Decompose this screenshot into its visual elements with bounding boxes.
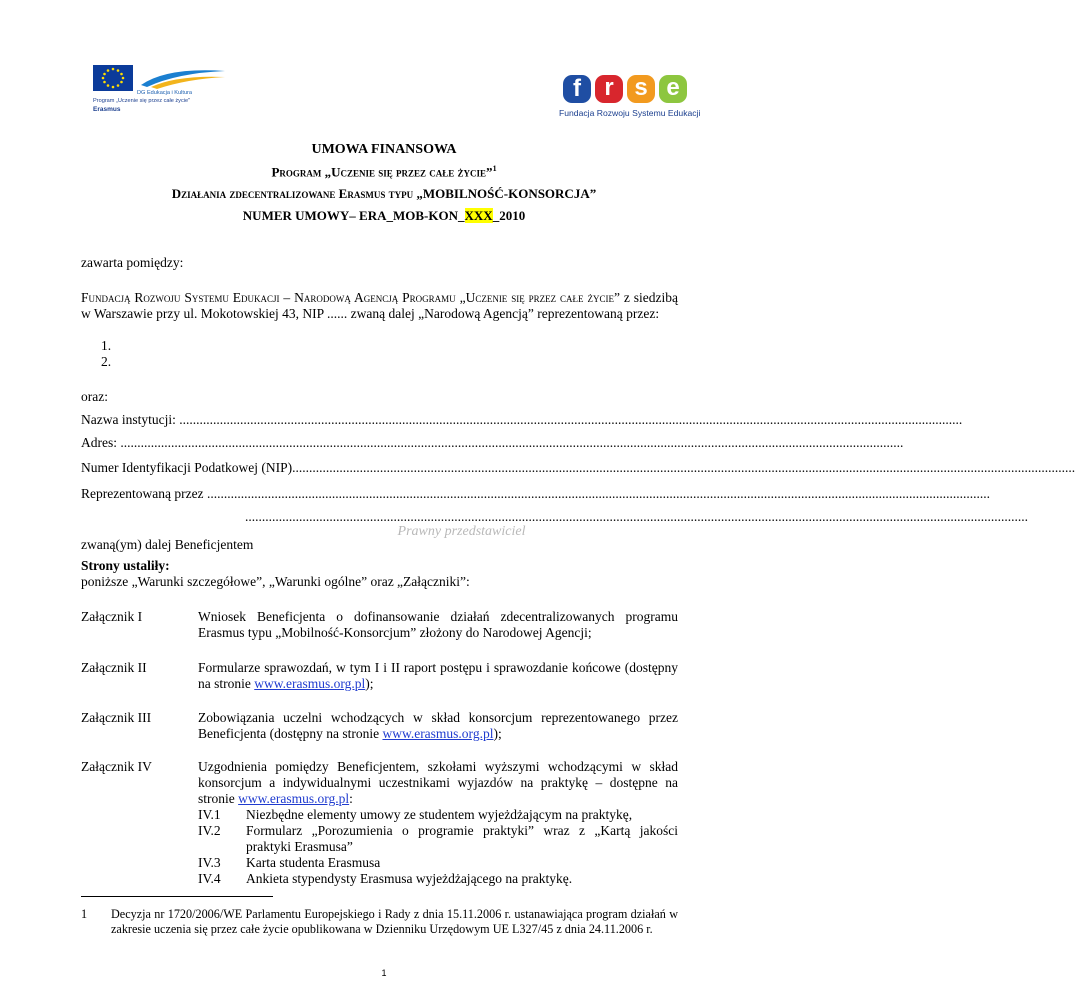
eu-logo-line1: DG Edukacja i Kultura xyxy=(137,90,193,96)
nip-field[interactable]: Numer Identyfikacji Podatkowej (NIP)........................................................................................................................................................................................................................................ xyxy=(81,460,1075,475)
annex-4-label: Załącznik IV xyxy=(81,759,152,774)
footnote xyxy=(81,907,678,937)
frse-letter-f: f xyxy=(563,75,591,103)
institution-name-label: Nazwa instytucji: xyxy=(81,412,180,427)
frse-letter-s: s xyxy=(627,75,655,103)
footnote-number: 1 xyxy=(81,907,88,921)
frse-letter-r: r xyxy=(595,75,623,103)
subitem-iv-3: IV.3 Karta studenta Erasmusa xyxy=(198,855,381,870)
party-1-name: Fundacją Rozwoju Systemu Edukacji – Narodową Agencją Programu „Uczenie się przez całe życie xyxy=(81,290,614,305)
frse-caption: Fundacja Rozwoju Systemu Edukacji xyxy=(559,108,701,118)
legal-representative-hint: Prawny przedstawiciel xyxy=(397,524,526,539)
nip-label: Numer Identyfikacji Podatkowej (NIP) xyxy=(81,460,293,475)
eu-flag-icon xyxy=(93,65,133,91)
represented-by-field[interactable]: Reprezentowaną przez ........................................................................................................................................................................................................................................ xyxy=(81,486,990,501)
eu-erasmus-logo xyxy=(93,65,228,120)
parties-agreed-heading: Strony ustaliły: xyxy=(81,558,170,573)
erasmus-link[interactable]: www.erasmus.org.pl xyxy=(382,726,494,741)
agreement-number-suffix: _2010 xyxy=(492,208,526,223)
annex-3-label: Załącznik III xyxy=(81,710,152,725)
annex-1-label: Załącznik I xyxy=(81,609,143,624)
represented-by-label: Reprezentowaną przez xyxy=(81,486,207,501)
address-field[interactable]: Adres: ........................................................................................................................................................................................................................................ xyxy=(81,435,904,450)
and-label: oraz: xyxy=(81,389,108,404)
llp-swoosh-icon xyxy=(137,65,227,91)
concluded-between: zawarta pomiędzy: xyxy=(81,255,184,270)
program-name: Program „Uczenie się przez całe życie” xyxy=(271,164,493,180)
footnote-ref: 1 xyxy=(492,164,497,173)
party-1-paragraph xyxy=(81,290,678,322)
annex-2-text: Formularze sprawozdań, w tym I i II raport postępu i sprawozdanie końcowe (dostępny na stronie www.erasmus.org.pl); xyxy=(198,660,678,691)
document-title: UMOWA FINANSOWA xyxy=(311,142,457,157)
program-line xyxy=(0,164,768,180)
annex-3-text: Zobowiązania uczelni wchodzących w skład konsorcjum reprezentowanego przez Beneficjenta (dostępny na stronie www.erasmus.org.pl); xyxy=(198,710,678,741)
annex-2-label: Załącznik II xyxy=(81,660,147,675)
actions-line xyxy=(0,186,768,202)
frse-letter-e: e xyxy=(659,75,687,103)
beneficiary-label: zwaną(ym) dalej Beneficjentem xyxy=(81,537,254,552)
subitem-iv-4: IV.4 Ankieta stypendysty Erasmusa wyjeżdżającego na praktykę. xyxy=(198,871,573,886)
eu-logo-line2: Program „Uczenie się przez całe życie" xyxy=(93,98,191,104)
footnote-separator xyxy=(81,896,273,897)
party-1-details: ” z siedzibą w Warszawie przy ul. Mokotowskiej 43, NIP ...... zwaną dalej „Narodową Agencją” reprezentowaną przez: xyxy=(81,290,678,321)
agreement-number-placeholder: XXX xyxy=(464,208,493,223)
actions-prefix: Działania zdecentralizowane Erasmus typu xyxy=(171,186,417,201)
parties-agreed-text: poniższe „Warunki szczegółowe”, „Warunki ogólne” oraz „Załączniki”: xyxy=(81,574,470,589)
erasmus-link[interactable]: www.erasmus.org.pl xyxy=(254,676,366,691)
annex-4-text: Uzgodnienia pomiędzy Beneficjentem, szkołami wyższymi wchodzącymi w skład konsorcjum a indywidualnymi uczestnikami wyjazdów na praktykę – dostępne na stronie www.erasmus.org.pl: xyxy=(198,759,678,806)
erasmus-link[interactable]: www.erasmus.org.pl xyxy=(238,791,350,806)
frse-logo xyxy=(559,74,705,127)
page-number: 1 xyxy=(381,968,387,978)
subitem-iv-1: IV.1 Niezbędne elementy umowy ze studentem wyjeżdżającym na praktykę, xyxy=(198,807,633,822)
legal-representative-field[interactable]: ........................................................................................................................................................................................................................................ xyxy=(245,509,1028,524)
eu-logo-line3: Erasmus xyxy=(93,106,121,113)
representative-1: 1. xyxy=(101,338,112,353)
address-label: Adres: xyxy=(81,435,121,450)
subitem-iv-2: IV.2 Formularz „Porozumienia o programie praktyki” wraz z „Kartą jakości praktyki Erasmusa” xyxy=(198,823,678,854)
agreement-number xyxy=(0,208,768,224)
footnote-text: Decyzja nr 1720/2006/WE Parlamentu Europejskiego i Rady z dnia 15.11.2006 r. ustanawiająca program działań w zakresie uczenia się przez całe życie opublikowana w Dzienniku Urzędowym UE L327/45 z dnia 24.11.2006 r. xyxy=(111,907,678,936)
agreement-number-prefix: NUMER UMOWY– ERA_MOB-KON_ xyxy=(242,208,465,223)
actions-type: „MOBILNOŚĆ-KONSORCJA” xyxy=(416,186,597,201)
institution-name-field[interactable]: Nazwa instytucji: ........................................................................................................................................................................................................................................ xyxy=(81,412,963,427)
representative-2: 2. xyxy=(101,354,112,369)
annex-1-text: Wniosek Beneficjenta o dofinansowanie działań zdecentralizowanych programu Erasmus typu „Mobilność-Konsorcjum” złożony do Narodowej Agencji; xyxy=(198,609,678,640)
